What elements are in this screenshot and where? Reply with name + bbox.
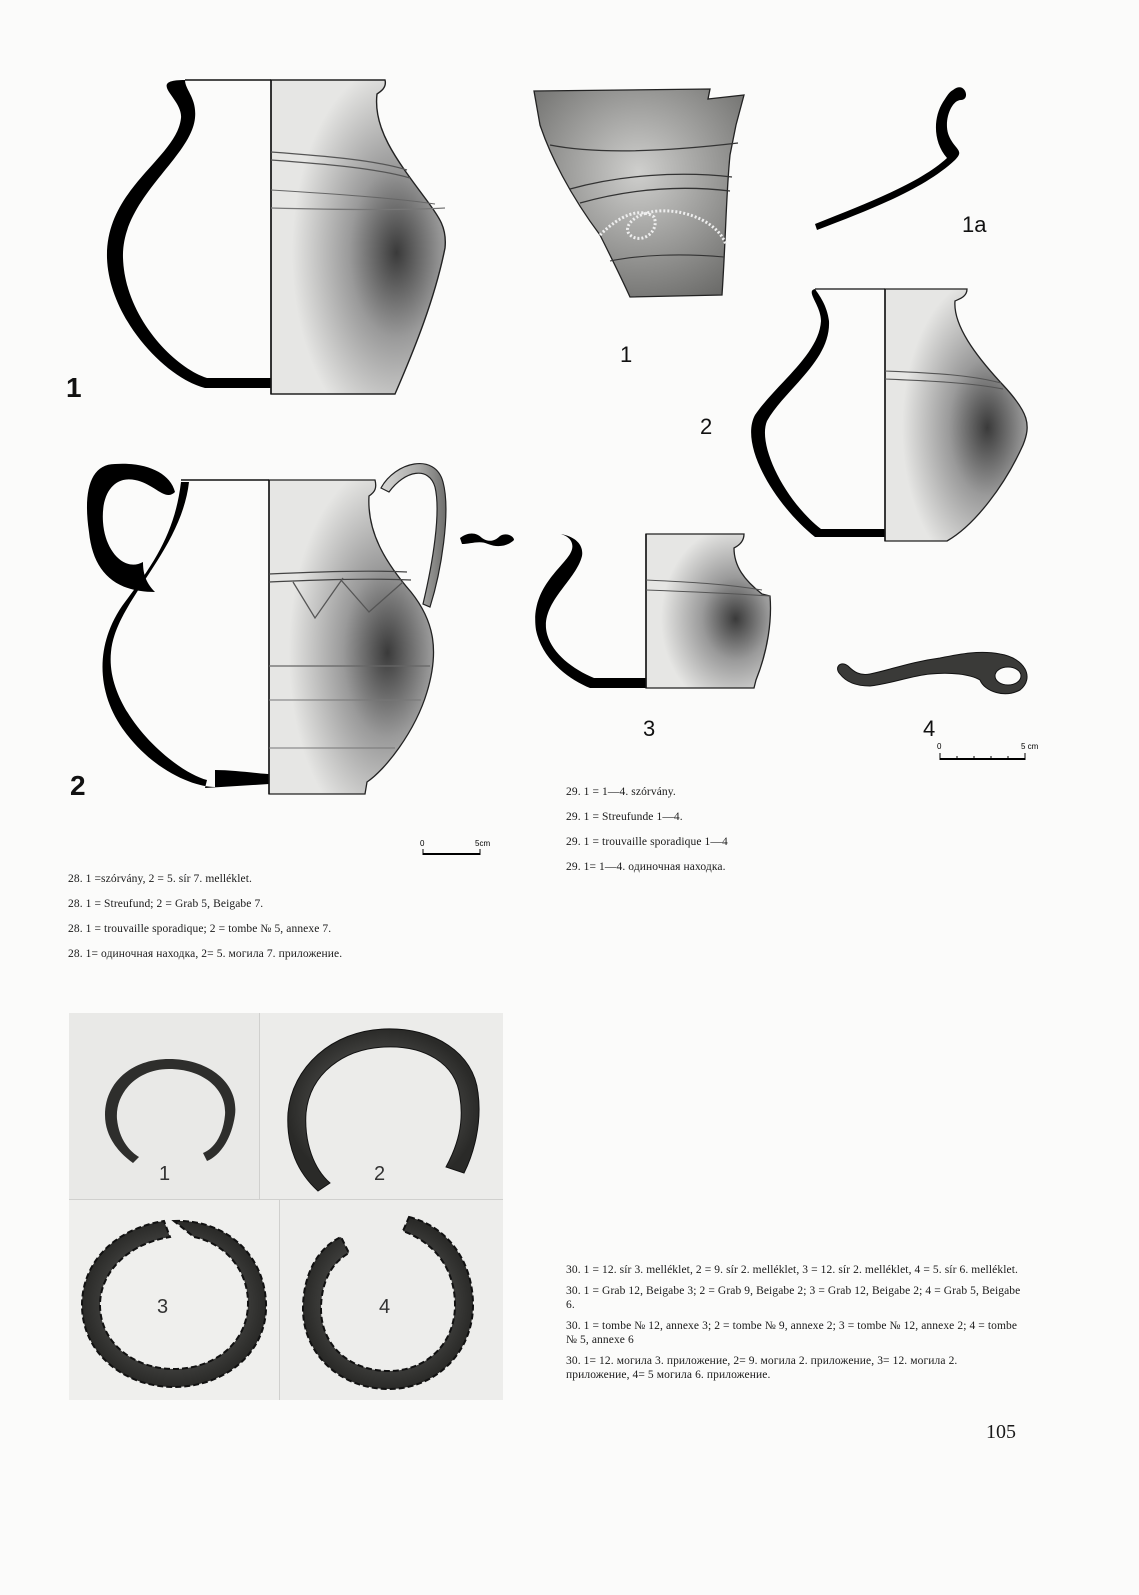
vessel-28-1-drawing xyxy=(95,78,455,398)
caption-28-fr: 28. 1 = trouvaille sporadique; 2 = tombe № 5, annexe 7. xyxy=(68,923,332,935)
caption-30-fr: 30. 1 = tombe № 12, annexe 3; 2 = tombe № 9, annexe 2; 3 = tombe № 12, annexe 2; 4 = tombe № 5, annexe 6 xyxy=(566,1320,1018,1346)
caption-29-ru: 29. 1= 1—4. одиночная находка. xyxy=(566,861,726,873)
scale-bar-28 xyxy=(420,840,500,860)
hook-29-4-label: 4 xyxy=(923,716,936,741)
caption-28-ru: 28. 1= одиночная находка, 2= 5. могила 7. приложение. xyxy=(68,948,343,960)
bracelet-3-label: 3 xyxy=(157,1296,169,1318)
caption-30-hu: 30. 1 = 12. sír 3. melléklet, 2 = 9. sír 2. melléklet, 3 = 12. sír 2. melléklet, 4 = 5. sír 6. melléklet. xyxy=(566,1264,1018,1276)
bracelet-4-label: 4 xyxy=(379,1296,391,1318)
bracelet-2-label: 2 xyxy=(374,1163,386,1185)
caption-29-fr: 29. 1 = trouvaille sporadique 1—4 xyxy=(566,836,728,848)
caption-28-hu: 28. 1 =szórvány, 2 = 5. sír 7. melléklet. xyxy=(68,873,253,885)
bracelets-photo-plate-30 xyxy=(69,1013,502,1399)
caption-30-de: 30. 1 = Grab 12, Beigabe 3; 2 = Grab 9, Beigabe 2; 3 = Grab 12, Beigabe 2; 4 = Grab 5, Beigabe 6. xyxy=(566,1285,1021,1311)
vessel-28-1-label: 1 xyxy=(66,372,82,403)
rim-section-29-1a-drawing xyxy=(815,78,975,238)
handle-section-drawing xyxy=(458,530,518,550)
rim-section-29-1a-label: 1a xyxy=(962,212,987,237)
vessel-28-2-label: 2 xyxy=(70,770,86,801)
scale-29-zero: 0 xyxy=(937,742,942,751)
scale-28-end: 5cm xyxy=(475,839,491,848)
scale-29-end: 5 cm xyxy=(1021,742,1039,751)
vessel-29-3-drawing xyxy=(530,530,780,695)
page-number: 105 xyxy=(986,1421,1016,1443)
captions-28 xyxy=(68,872,488,972)
bracelet-1 xyxy=(99,1053,239,1163)
vessel-29-3-label: 3 xyxy=(643,716,656,741)
bracelet-1-label: 1 xyxy=(159,1163,171,1185)
scale-28-zero: 0 xyxy=(420,839,425,848)
captions-30 xyxy=(566,1263,1021,1389)
sherd-29-1-label: 1 xyxy=(620,342,633,367)
vessel-28-2-drawing xyxy=(85,452,525,797)
caption-29-de: 29. 1 = Streufunde 1—4. xyxy=(566,811,683,823)
bracelet-3 xyxy=(74,1213,274,1393)
scale-bar-29 xyxy=(937,743,1047,767)
vessel-29-2-label: 2 xyxy=(700,414,713,439)
hook-29-4-drawing xyxy=(830,640,1040,700)
caption-30-ru: 30. 1= 12. могила 3. приложение, 2= 9. могила 2. приложение, 3= 12. могила 2. приложение, 4= 5 могила 6. приложение. xyxy=(566,1355,958,1381)
vessel-29-2-drawing xyxy=(745,285,1035,547)
caption-29-hu: 29. 1 = 1—4. szórvány. xyxy=(566,786,676,798)
caption-28-de: 28. 1 = Streufund; 2 = Grab 5, Beigabe 7. xyxy=(68,898,264,910)
sherd-29-1-drawing xyxy=(530,85,755,300)
captions-29 xyxy=(566,785,866,885)
